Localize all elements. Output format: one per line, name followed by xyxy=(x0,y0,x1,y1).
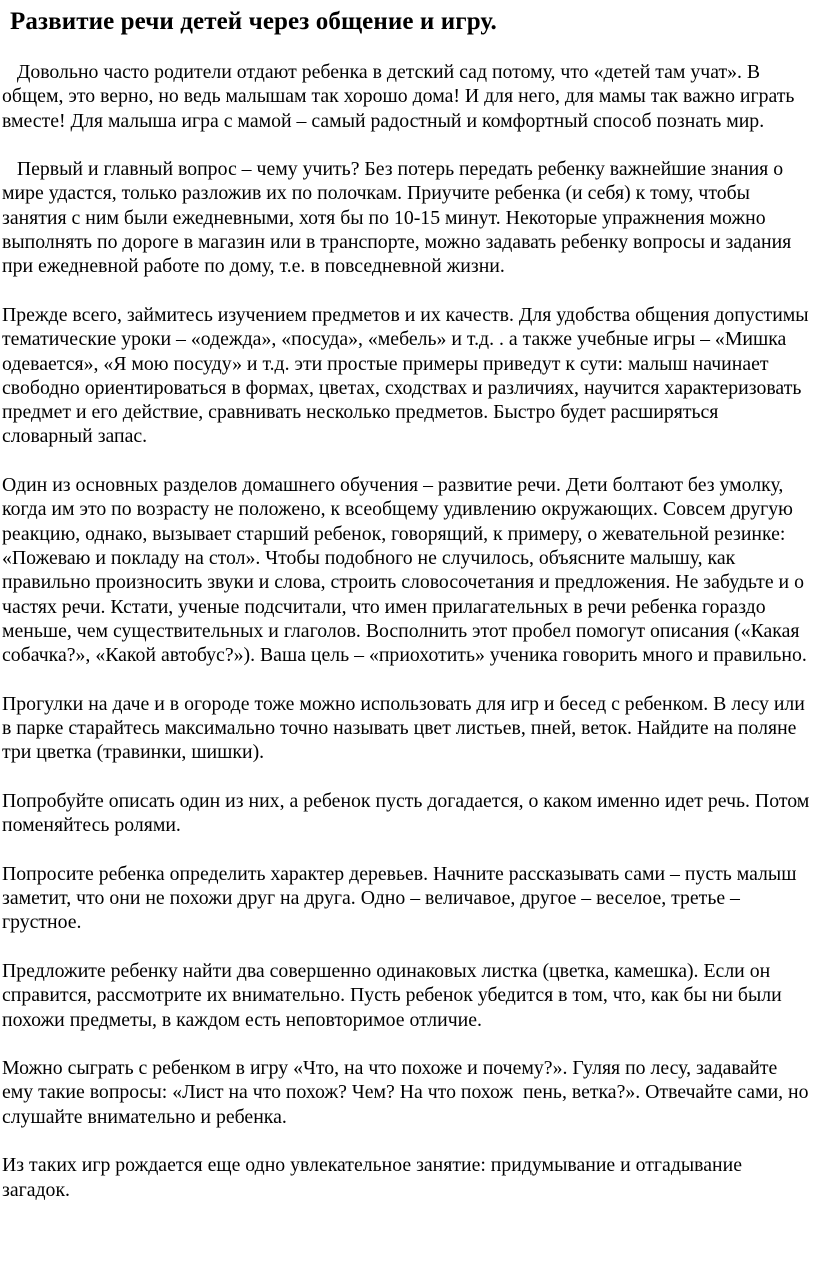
paragraph-5: Прогулки на даче и в огороде тоже можно использовать для игр и бесед с ребенком. В лесу или в парке старайтесь максимально точно называть цвет листьев, пней, веток. Найдите на поляне три цветка (травинки, шишки). xyxy=(2,692,810,764)
paragraph-8: Предложите ребенку найти два совершенно одинаковых листка (цветка, камешка). Если он справится, рассмотрите их внимательно. Пусть ребенок убедится в том, что, как бы ни были похожи предметы, в каждом есть неповторимое отличие. xyxy=(2,959,787,1031)
document-title: Развитие речи детей через общение и игру. xyxy=(10,8,497,35)
spacer xyxy=(2,935,812,959)
paragraph-9: Можно сыграть с ребенком в игру «Что, на что похоже и почему?». Гуляя по лесу, задавайте ему такие вопросы: «Лист на что похож? Чем? На что похож пень, ветка?». Отвечайте сами, но слушайте внимательно и ребенка. xyxy=(2,1057,814,1128)
paragraph-4: Один из основных разделов домашнего обучения – развитие речи. Дети болтают без умолку, когда им это по возрасту не положено, к всеобщему удивлению окружающих. Совсем другую реакцию, однако, вызывает старший ребенок, говорящий, к примеру, о жевательной резинке: «Пожеваю и покладу на стол». Чтобы подобного не случилось, объясните малышу, как правильно произносить звуки и слова, строить словосочетания и предложения. Не забудьте и о частях речи. Кстати, ученые подсчитали, что имен прилагательных в речи ребенка гораздо меньше, чем существительных и глаголов. Восполнить этот пробел помогут описания («Какая собачка?», «Какой автобус?»). Ваша цель – «приохотить» ученика говорить много и правильно. xyxy=(2,474,809,667)
spacer xyxy=(0,38,816,60)
paragraph-2: Первый и главный вопрос – чему учить? Без потерь передать ребенку важнейшие знания о мире удастся, только разложив их по полочкам. Приучите ребенка (и себя) к тому, чтобы занятия с ним были ежедневными, хотя бы по 10-15 минут. Некоторые упражнения можно выполнять по дороге в магазин или в транспорте, можно задавать ребенку вопросы и задания при ежедневной работе по дому, т.е. в повседневной жизни. xyxy=(2,158,797,278)
paragraph-7: Попросите ребенка определить характер деревьев. Начните рассказывать сами – пусть малыш заметит, что они не похожи друг на друга. Одно – величавое, другое – веселое, третье – грустное. xyxy=(2,862,802,934)
spacer xyxy=(2,279,812,303)
paragraph-1: Довольно часто родители отдают ребенка в детский сад потому, что «детей там учат». В общем, это верно, но ведь малышам так хорошо дома! И для него, для мамы так важно играть вместе! Для малыша игра с мамой – самый радостный и комфортный способ познать мир. xyxy=(2,61,800,132)
spacer xyxy=(2,133,812,157)
spacer xyxy=(2,449,812,473)
paragraph-10: Из таких игр рождается еще одно увлекательное занятие: придумывание и отгадывание загадок. xyxy=(2,1154,747,1201)
spacer xyxy=(2,765,812,789)
document-body xyxy=(2,60,815,1202)
spacer xyxy=(2,838,812,862)
spacer xyxy=(2,1129,812,1153)
spacer xyxy=(2,667,812,691)
paragraph-3: Прежде всего, займитесь изучением предметов и их качеств. Для удобства общения допустимы тематические уроки – «одежда», «посуда», «мебель» и т.д. . а также учебные игры – «Мишка одевается», «Я мою посуду» и т.д. эти простые примеры приведут к сути: малыш начинает свободно ориентироваться в формах, цветах, сходствах и различиях, научится характеризовать предмет и его действие, сравнивать несколько предметов. Быстро будет расширяться словарный запас. xyxy=(2,303,814,448)
paragraph-6: Попробуйте описать один из них, а ребенок пусть догадается, о каком именно идет речь. Потом поменяйтесь ролями. xyxy=(2,789,815,837)
spacer xyxy=(2,1032,812,1056)
